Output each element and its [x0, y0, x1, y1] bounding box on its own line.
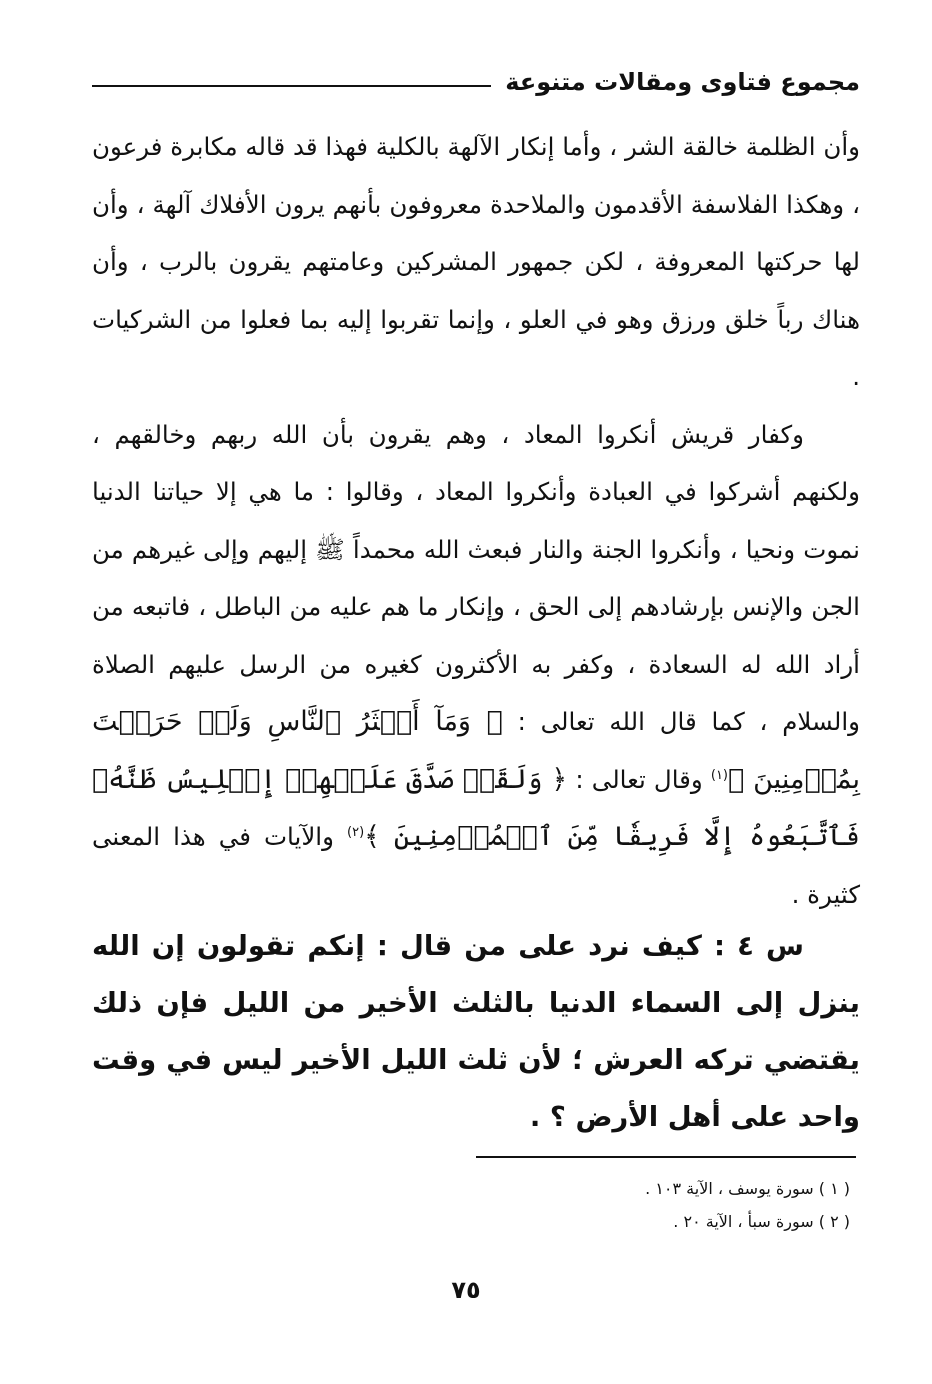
footnote-2: ( ٢ ) سورة سبأ ، الآية ٢٠ .: [673, 1212, 850, 1231]
page-number: ٧٥: [451, 1276, 481, 1304]
footnote-1: ( ١ ) سورة يوسف ، الآية ١٠٣ .: [645, 1179, 850, 1198]
question-text: س ٤ : كيف نرد على من قال : إنكم تقولون إن الله ينزل إلى السماء الدنيا بالثلث الأخير من الليل فإن ذلك يقتضي تركه العرش ؛ لأن ثلث الليل الأخير ليس في وقت واحد على أهل الأرض ؟ .: [92, 930, 860, 1133]
quran-verse-2: ﴿ وَلَقَدۡ صَدَّقَ عَلَيۡهِمۡ إِبۡلِيسُ ظَنَّهُۥ فَٱتَّبَعُوهُ إِلَّا فَرِيقٗا مِّنَ ٱلۡمُؤۡمِنِينَ ﴾: [92, 763, 860, 852]
footnote-ref-2: (٢): [347, 824, 365, 840]
footnotes: [250, 1172, 850, 1238]
paragraph-2: [92, 406, 860, 924]
header-title: مجموع فتاوى ومقالات متنوعة: [505, 68, 860, 96]
footnote-rule: [476, 1156, 856, 1158]
paragraph-2-ending: والآيات في هذا المعنى كثيرة .: [92, 822, 860, 909]
quran-verse-1: ﴿ وَمَآ أَكۡثَرُ ٱلنَّاسِ وَلَوۡ حَرَصۡتَ بِمُؤۡمِنِينَ ﴾: [92, 706, 860, 795]
verse-connector: وقال تعالى :: [575, 764, 703, 794]
running-header: [92, 62, 860, 102]
paragraph-1: وأن الظلمة خالقة الشر ، وأما إنكار الآلهة بالكلية فهذا قد قاله مكابرة فرعون ، وهكذا الفلاسفة الأقدمون والملاحدة معروفون بأنهم يرون الأفلاك آلهة ، وأن لها حركتها المعروفة ، لكن جمهور المشركين وعامتهم يقرون بالرب ، وأن هناك رباً خلق ورزق وهو في العلو ، وإنما تقربوا إليه بما فعلوا من الشركيات .: [92, 132, 860, 391]
question-block: [92, 918, 860, 1146]
body-text: [92, 118, 860, 923]
header-rule: [92, 85, 491, 87]
footnote-ref-1: (١): [710, 767, 728, 783]
paragraph-2-intro: وكفار قريش أنكروا المعاد ، وهم يقرون بأن الله ربهم وخالقهم ، ولكنهم أشركوا في العبادة وأنكروا المعاد ، وقالوا : ما هي إلا حياتنا الدنيا نموت ونحيا ، وأنكروا الجنة والنار فبعث الله محمداً ﷺ إليهم وإلى غيرهم من الجن والإنس بإرشادهم إلى الحق ، وإنكار ما هم عليه من الباطل ، فاتبعه من أراد الله له السعادة ، وكفر به الأكثرون كغيره من الرسل عليهم الصلاة والسلام ، كما قال الله تعالى :: [92, 419, 860, 736]
